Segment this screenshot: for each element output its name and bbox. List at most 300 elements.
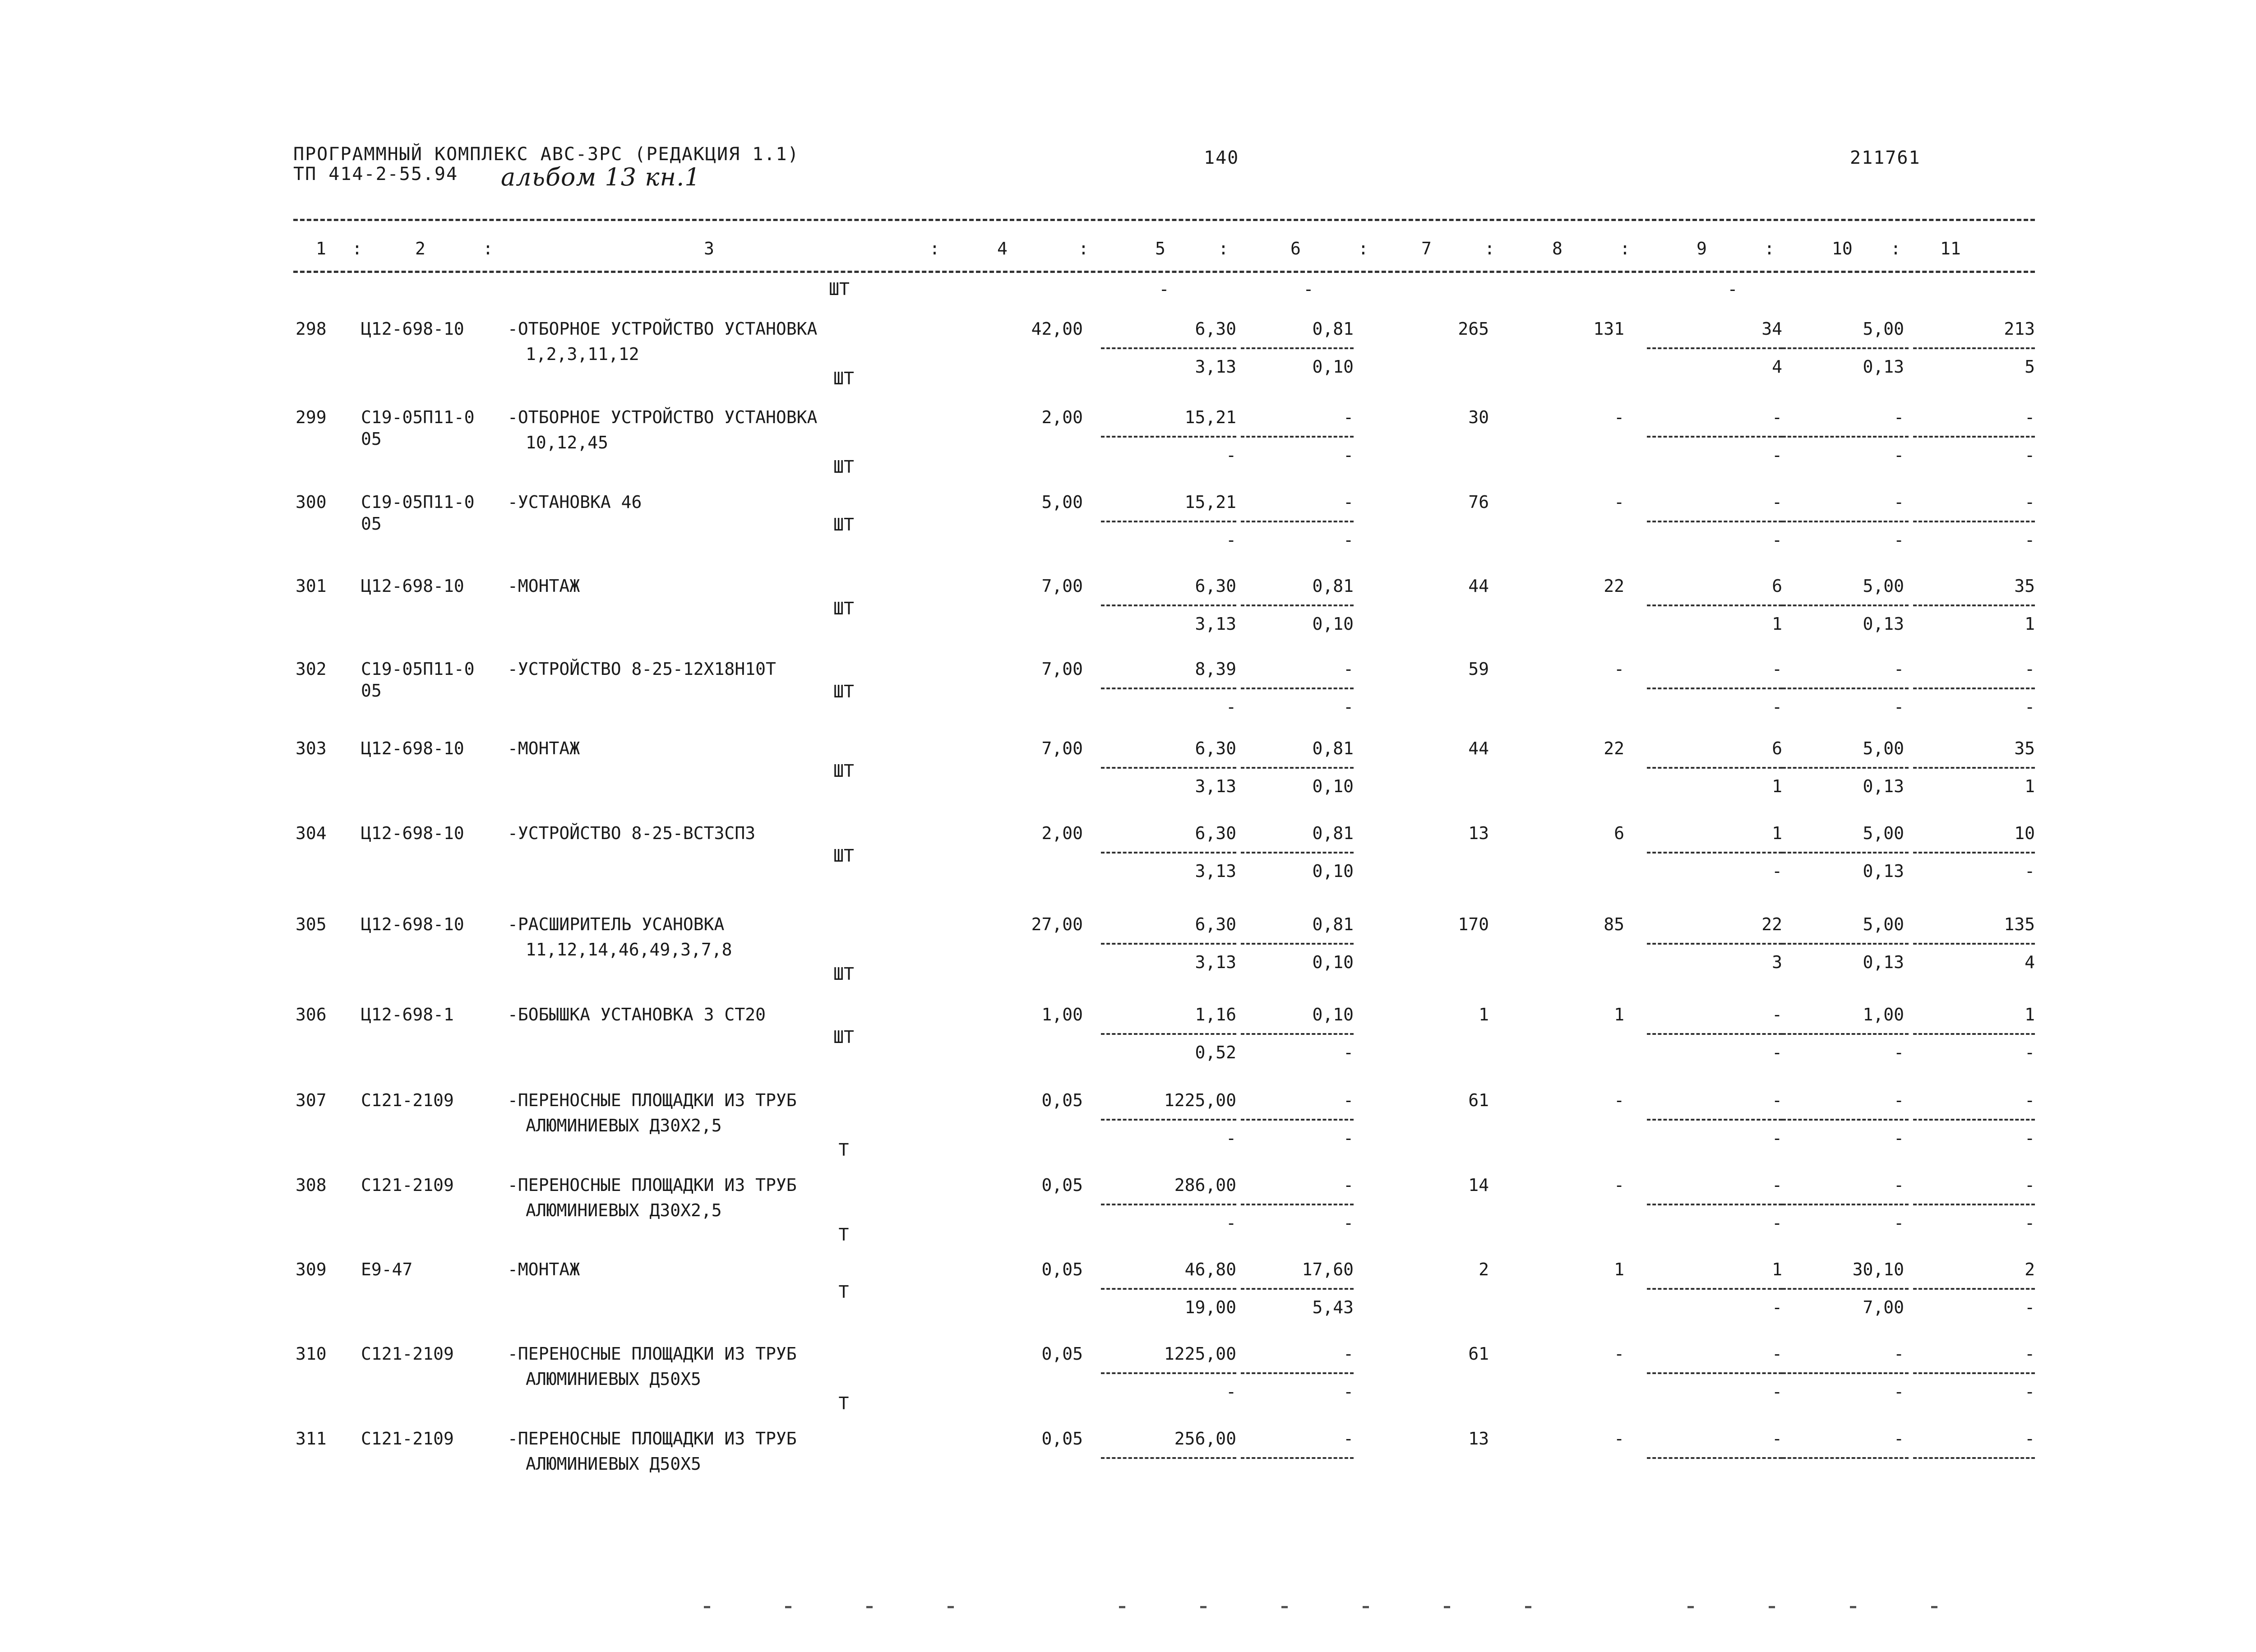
- value-divider: [1647, 436, 1782, 438]
- labor-per-unit: 5,00: [1863, 738, 1904, 758]
- value-divider: [1241, 436, 1354, 438]
- labor-per-unit: 5,00: [1863, 576, 1904, 596]
- total-cost: 1: [1479, 1005, 1489, 1024]
- work-name: -ПЕРЕНОСНЫЕ ПЛОЩАДКИ ИЗ ТРУБ: [508, 1344, 797, 1364]
- unit-cost-wages: -: [1226, 1382, 1236, 1402]
- quantity: 0,05: [1041, 1090, 1083, 1110]
- labor-amount-machinists: -: [2025, 1382, 2035, 1402]
- scan-mark: [1119, 1606, 1125, 1608]
- column-separator: :: [1358, 239, 1368, 258]
- total-cost: 170: [1458, 914, 1489, 934]
- scan-mark: [866, 1606, 873, 1608]
- quantity: 27,00: [1031, 914, 1083, 934]
- machine-cost-wages: 0,10: [1312, 776, 1354, 796]
- total-cost: 30: [1468, 407, 1489, 427]
- labor-machinists: -: [1772, 1297, 1782, 1317]
- value-divider: [1913, 688, 2035, 689]
- unit-of-measure: ШТ: [833, 761, 854, 781]
- work-name: -РАСШИРИТЕЛЬ УСАНОВКА: [508, 914, 725, 934]
- unit-cost: 8,39: [1195, 659, 1236, 679]
- unit-cost: 6,30: [1195, 319, 1236, 339]
- unit-cost: 1225,00: [1164, 1090, 1236, 1110]
- value-divider: [1647, 688, 1782, 689]
- scan-mark: [1687, 1606, 1694, 1608]
- unit-cost-wages: 3,13: [1195, 861, 1236, 881]
- labor-machinists: 1: [1772, 776, 1782, 796]
- carry-over-col5: -: [1159, 279, 1170, 299]
- norm-code: С19-05П11-0: [361, 407, 475, 427]
- labor-amount-machinists: -: [2025, 530, 2035, 550]
- value-divider: [1782, 767, 1909, 769]
- value-divider: [1241, 943, 1354, 945]
- value-divider: [1782, 1033, 1909, 1035]
- value-divider: [1101, 521, 1236, 522]
- scan-mark: [1363, 1606, 1369, 1608]
- quantity: 0,05: [1041, 1260, 1083, 1279]
- work-name-detail: 11,12,14,46,49,3,7,8: [526, 940, 732, 960]
- value-divider: [1782, 521, 1909, 522]
- unit-cost-wages: -: [1226, 1213, 1236, 1233]
- labor-amount: 2: [2025, 1260, 2035, 1279]
- value-divider: [1782, 347, 1909, 349]
- column-separator: :: [1078, 239, 1089, 258]
- labor-machinists: 1: [1772, 614, 1782, 634]
- machine-cost-wages: 0,10: [1312, 861, 1354, 881]
- labor-amount-machinists: -: [2025, 697, 2035, 717]
- value-divider: [1241, 767, 1354, 769]
- unit-cost-wages: -: [1226, 530, 1236, 550]
- column-separator: :: [1620, 239, 1630, 258]
- total-cost: 61: [1468, 1090, 1489, 1110]
- row-number: 299: [296, 407, 327, 427]
- labor-per-unit: -: [1894, 1344, 1904, 1364]
- value-divider: [1647, 347, 1782, 349]
- norm-code-suffix: 05: [361, 429, 382, 449]
- labor-amount: 1: [2025, 1005, 2035, 1024]
- labor-machinists: -: [1772, 445, 1782, 465]
- total-wages: 85: [1604, 914, 1624, 934]
- labor-per-unit: 5,00: [1863, 823, 1904, 843]
- total-wages: -: [1614, 1344, 1624, 1364]
- work-name: -МОНТАЖ: [508, 1260, 580, 1279]
- norm-code-suffix: 05: [361, 681, 382, 701]
- total-wages: -: [1614, 659, 1624, 679]
- value-divider: [1782, 1119, 1909, 1121]
- total-cost: 13: [1468, 1429, 1489, 1449]
- unit-cost-wages: 3,13: [1195, 357, 1236, 377]
- work-name-detail: АЛЮМИНИЕВЫХ Д30Х2,5: [526, 1116, 722, 1135]
- row-number: 309: [296, 1260, 327, 1279]
- unit-cost-wages: -: [1226, 445, 1236, 465]
- labor-total: -: [1772, 659, 1782, 679]
- value-divider: [1913, 1204, 2035, 1205]
- labor-per-unit-machinists: -: [1894, 1043, 1904, 1062]
- unit-of-measure: Т: [838, 1225, 849, 1245]
- unit-cost: 15,21: [1184, 492, 1236, 512]
- total-wages: 6: [1614, 823, 1624, 843]
- value-divider: [1647, 1372, 1782, 1374]
- value-divider: [1101, 1033, 1236, 1035]
- labor-per-unit: -: [1894, 1429, 1904, 1449]
- carry-over-col6: -: [1303, 279, 1314, 299]
- norm-code: С121-2109: [361, 1429, 454, 1449]
- labor-per-unit-machinists: -: [1894, 1213, 1904, 1233]
- value-divider: [1647, 852, 1782, 854]
- norm-code: С121-2109: [361, 1090, 454, 1110]
- labor-total: 34: [1761, 319, 1782, 339]
- machine-cost-wages: 0,10: [1312, 614, 1354, 634]
- column-label-10: 10: [1832, 239, 1853, 258]
- scan-mark: [1525, 1606, 1531, 1608]
- labor-amount-machinists: 1: [2025, 614, 2035, 634]
- total-wages: -: [1614, 492, 1624, 512]
- value-divider: [1647, 521, 1782, 522]
- value-divider: [1913, 521, 2035, 522]
- quantity: 7,00: [1041, 659, 1083, 679]
- labor-machinists: 4: [1772, 357, 1782, 377]
- scan-mark: [1769, 1606, 1775, 1608]
- unit-cost-wages: 3,13: [1195, 776, 1236, 796]
- unit-of-measure: ШТ: [833, 846, 854, 866]
- quantity: 5,00: [1041, 492, 1083, 512]
- document-code: 211761: [1850, 148, 1921, 168]
- value-divider: [1913, 1033, 2035, 1035]
- column-separator: :: [1891, 239, 1901, 258]
- value-divider: [1101, 436, 1236, 438]
- total-cost: 76: [1468, 492, 1489, 512]
- value-divider: [1241, 1119, 1354, 1121]
- unit-of-measure: Т: [838, 1394, 849, 1413]
- value-divider: [1647, 1288, 1782, 1290]
- labor-amount-machinists: 1: [2025, 776, 2035, 796]
- machine-cost: -: [1343, 492, 1354, 512]
- work-name: -БОБЫШКА УСТАНОВКА 3 СТ20: [508, 1005, 766, 1024]
- norm-code: Ц12-698-10: [361, 914, 464, 934]
- unit-cost: 46,80: [1184, 1260, 1236, 1279]
- column-label-7: 7: [1421, 239, 1432, 258]
- column-label-6: 6: [1290, 239, 1301, 258]
- labor-total: 6: [1772, 576, 1782, 596]
- column-separator: :: [483, 239, 493, 258]
- labor-per-unit: 5,00: [1863, 319, 1904, 339]
- work-name: -УСТРОЙСТВО 8-25-12Х18Н10Т: [508, 659, 776, 679]
- labor-amount: 10: [2014, 823, 2035, 843]
- unit-of-measure: ШТ: [833, 369, 854, 388]
- value-divider: [1241, 1372, 1354, 1374]
- labor-amount-machinists: -: [2025, 1128, 2035, 1148]
- row-number: 305: [296, 914, 327, 934]
- scan-mark: [1281, 1606, 1288, 1608]
- labor-amount: -: [2025, 492, 2035, 512]
- labor-amount: 35: [2014, 738, 2035, 758]
- labor-total: 6: [1772, 738, 1782, 758]
- row-number: 311: [296, 1429, 327, 1449]
- machine-cost: 0,81: [1312, 738, 1354, 758]
- unit-of-measure: Т: [838, 1140, 849, 1160]
- carry-over-col9: -: [1727, 279, 1738, 299]
- labor-amount-machinists: 4: [2025, 952, 2035, 972]
- labor-per-unit-machinists: 0,13: [1863, 614, 1904, 634]
- column-label-4: 4: [997, 239, 1008, 258]
- column-label-3: 3: [704, 239, 714, 258]
- value-divider: [1241, 1033, 1354, 1035]
- machine-cost: -: [1343, 1344, 1354, 1364]
- unit-of-measure: ШТ: [833, 1027, 854, 1047]
- unit-cost-wages: 3,13: [1195, 952, 1236, 972]
- labor-per-unit-machinists: -: [1894, 530, 1904, 550]
- page-number: 140: [1204, 148, 1239, 168]
- labor-amount-machinists: 5: [2025, 357, 2035, 377]
- value-divider: [1782, 852, 1909, 854]
- work-name-detail: АЛЮМИНИЕВЫХ Д50Х5: [526, 1369, 701, 1389]
- project-code: ТП 414-2-55.94: [293, 164, 458, 185]
- value-divider: [1101, 1372, 1236, 1374]
- value-divider: [1101, 605, 1236, 606]
- value-divider: [1913, 1288, 2035, 1290]
- machine-cost: -: [1343, 1175, 1354, 1195]
- row-number: 301: [296, 576, 327, 596]
- labor-per-unit-machinists: 0,13: [1863, 952, 1904, 972]
- value-divider: [1782, 1204, 1909, 1205]
- labor-amount-machinists: -: [2025, 445, 2035, 465]
- machine-cost: 0,81: [1312, 576, 1354, 596]
- value-divider: [1647, 1204, 1782, 1205]
- value-divider: [1241, 688, 1354, 689]
- labor-total: -: [1772, 1344, 1782, 1364]
- value-divider: [1913, 852, 2035, 854]
- norm-code: Ц12-698-10: [361, 319, 464, 339]
- labor-amount-machinists: -: [2025, 1043, 2035, 1062]
- value-divider: [1241, 1204, 1354, 1205]
- row-number: 303: [296, 738, 327, 758]
- labor-total: -: [1772, 1005, 1782, 1024]
- machine-cost: 0,81: [1312, 319, 1354, 339]
- unit-cost-wages: 19,00: [1184, 1297, 1236, 1317]
- labor-amount: -: [2025, 1090, 2035, 1110]
- total-wages: -: [1614, 1090, 1624, 1110]
- work-name-detail: 1,2,3,11,12: [526, 344, 639, 364]
- unit-cost-wages: -: [1226, 1128, 1236, 1148]
- labor-per-unit-machinists: 0,13: [1863, 357, 1904, 377]
- labor-amount: -: [2025, 1175, 2035, 1195]
- labor-total: 1: [1772, 1260, 1782, 1279]
- machine-cost: 0,81: [1312, 914, 1354, 934]
- machine-cost: -: [1343, 407, 1354, 427]
- unit-of-measure: ШТ: [833, 515, 854, 535]
- norm-code: Ц12-698-1: [361, 1005, 454, 1024]
- unit-cost: 6,30: [1195, 738, 1236, 758]
- total-cost: 61: [1468, 1344, 1489, 1364]
- labor-per-unit-machinists: -: [1894, 445, 1904, 465]
- labor-per-unit: 1,00: [1863, 1005, 1904, 1024]
- value-divider: [1782, 1457, 1909, 1459]
- scan-mark: [785, 1606, 791, 1608]
- norm-code: С19-05П11-0: [361, 659, 475, 679]
- value-divider: [1782, 436, 1909, 438]
- labor-total: 1: [1772, 823, 1782, 843]
- unit-cost: 1,16: [1195, 1005, 1236, 1024]
- value-divider: [1101, 1288, 1236, 1290]
- total-wages: -: [1614, 407, 1624, 427]
- total-wages: 1: [1614, 1260, 1624, 1279]
- carry-over-unit: ШТ: [829, 279, 850, 299]
- column-separator: :: [1218, 239, 1229, 258]
- labor-per-unit-machinists: -: [1894, 1128, 1904, 1148]
- labor-amount: 135: [2004, 914, 2035, 934]
- row-number: 298: [296, 319, 327, 339]
- machine-cost: -: [1343, 1429, 1354, 1449]
- column-label-9: 9: [1697, 239, 1707, 258]
- machine-cost: 0,81: [1312, 823, 1354, 843]
- machine-cost-wages: -: [1343, 1128, 1354, 1148]
- work-name: -ОТБОРНОЕ УСТРОЙСТВО УСТАНОВКА: [508, 407, 818, 427]
- labor-machinists: -: [1772, 861, 1782, 881]
- column-separator: :: [352, 239, 362, 258]
- scan-mark: [1931, 1606, 1937, 1608]
- row-number: 310: [296, 1344, 327, 1364]
- value-divider: [1647, 1119, 1782, 1121]
- value-divider: [1241, 852, 1354, 854]
- norm-code: Ц12-698-10: [361, 823, 464, 843]
- value-divider: [1782, 605, 1909, 606]
- unit-cost: 286,00: [1174, 1175, 1236, 1195]
- total-cost: 44: [1468, 738, 1489, 758]
- value-divider: [1101, 347, 1236, 349]
- machine-cost-wages: 0,10: [1312, 357, 1354, 377]
- labor-per-unit: -: [1894, 1175, 1904, 1195]
- machine-cost-wages: -: [1343, 445, 1354, 465]
- unit-cost: 6,30: [1195, 914, 1236, 934]
- labor-per-unit-machinists: -: [1894, 1382, 1904, 1402]
- machine-cost-wages: -: [1343, 1043, 1354, 1062]
- quantity: 7,00: [1041, 576, 1083, 596]
- labor-machinists: -: [1772, 530, 1782, 550]
- labor-per-unit: 30,10: [1852, 1260, 1904, 1279]
- work-name-detail: 10,12,45: [526, 433, 609, 452]
- column-label-8: 8: [1552, 239, 1563, 258]
- labor-amount-machinists: -: [2025, 1297, 2035, 1317]
- unit-cost: 6,30: [1195, 823, 1236, 843]
- value-divider: [1782, 1372, 1909, 1374]
- machine-cost: -: [1343, 1090, 1354, 1110]
- value-divider: [1101, 688, 1236, 689]
- labor-per-unit-machinists: -: [1894, 697, 1904, 717]
- labor-machinists: -: [1772, 1382, 1782, 1402]
- labor-total: -: [1772, 1090, 1782, 1110]
- total-cost: 265: [1458, 319, 1489, 339]
- unit-cost: 256,00: [1174, 1429, 1236, 1449]
- labor-per-unit: -: [1894, 492, 1904, 512]
- value-divider: [1782, 943, 1909, 945]
- value-divider: [1913, 347, 2035, 349]
- work-name: -ПЕРЕНОСНЫЕ ПЛОЩАДКИ ИЗ ТРУБ: [508, 1090, 797, 1110]
- labor-machinists: -: [1772, 1213, 1782, 1233]
- quantity: 7,00: [1041, 738, 1083, 758]
- value-divider: [1241, 605, 1354, 606]
- labor-per-unit: 5,00: [1863, 914, 1904, 934]
- value-divider: [1782, 688, 1909, 689]
- value-divider: [1241, 1457, 1354, 1459]
- value-divider: [1647, 1033, 1782, 1035]
- total-wages: 22: [1604, 576, 1624, 596]
- value-divider: [1913, 1457, 2035, 1459]
- machine-cost: 0,10: [1312, 1005, 1354, 1024]
- value-divider: [1913, 605, 2035, 606]
- value-divider: [1101, 767, 1236, 769]
- labor-per-unit-machinists: 0,13: [1863, 861, 1904, 881]
- scan-mark: [948, 1606, 954, 1608]
- column-label-1: 1: [316, 239, 326, 258]
- labor-amount: 213: [2004, 319, 2035, 339]
- work-name: -МОНТАЖ: [508, 738, 580, 758]
- value-divider: [1647, 605, 1782, 606]
- work-name-detail: АЛЮМИНИЕВЫХ Д30Х2,5: [526, 1200, 722, 1220]
- machine-cost: -: [1343, 659, 1354, 679]
- unit-cost: 15,21: [1184, 407, 1236, 427]
- norm-code-suffix: 05: [361, 514, 382, 534]
- machine-cost-wages: 5,43: [1312, 1297, 1354, 1317]
- value-divider: [1913, 1119, 2035, 1121]
- labor-amount-machinists: -: [2025, 861, 2035, 881]
- work-name: -ПЕРЕНОСНЫЕ ПЛОЩАДКИ ИЗ ТРУБ: [508, 1429, 797, 1449]
- row-number: 306: [296, 1005, 327, 1024]
- total-wages: 1: [1614, 1005, 1624, 1024]
- value-divider: [1101, 1119, 1236, 1121]
- quantity: 2,00: [1041, 407, 1083, 427]
- labor-machinists: -: [1772, 697, 1782, 717]
- unit-cost-wages: -: [1226, 697, 1236, 717]
- labor-total: -: [1772, 1429, 1782, 1449]
- labor-amount: -: [2025, 1344, 2035, 1364]
- value-divider: [1647, 1457, 1782, 1459]
- unit-of-measure: Т: [838, 1282, 849, 1302]
- value-divider: [1913, 1372, 2035, 1374]
- labor-per-unit-machinists: 0,13: [1863, 776, 1904, 796]
- column-label-11: 11: [1940, 239, 1961, 258]
- scan-mark: [1200, 1606, 1207, 1608]
- labor-amount-machinists: -: [2025, 1213, 2035, 1233]
- labor-per-unit: -: [1894, 659, 1904, 679]
- quantity: 0,05: [1041, 1429, 1083, 1449]
- total-wages: -: [1614, 1175, 1624, 1195]
- unit-of-measure: ШТ: [833, 964, 854, 984]
- unit-cost-wages: 3,13: [1195, 614, 1236, 634]
- row-number: 302: [296, 659, 327, 679]
- unit-cost-wages: 0,52: [1195, 1043, 1236, 1062]
- value-divider: [1241, 347, 1354, 349]
- column-separator: :: [929, 239, 940, 258]
- work-name: -УСТАНОВКА 46: [508, 492, 642, 512]
- value-divider: [1101, 1457, 1236, 1459]
- machine-cost-wages: 0,10: [1312, 952, 1354, 972]
- row-number: 307: [296, 1090, 327, 1110]
- value-divider: [1782, 1288, 1909, 1290]
- machine-cost-wages: -: [1343, 530, 1354, 550]
- norm-code: С121-2109: [361, 1344, 454, 1364]
- total-cost: 59: [1468, 659, 1489, 679]
- total-cost: 2: [1479, 1260, 1489, 1279]
- value-divider: [1101, 852, 1236, 854]
- machine-cost-wages: -: [1343, 697, 1354, 717]
- norm-code: Е9-47: [361, 1260, 413, 1279]
- value-divider: [1913, 436, 2035, 438]
- unit-of-measure: ШТ: [833, 457, 854, 477]
- unit-of-measure: ШТ: [833, 682, 854, 701]
- work-name: -ОТБОРНОЕ УСТРОЙСТВО УСТАНОВКА: [508, 319, 818, 339]
- column-separator: :: [1484, 239, 1495, 258]
- labor-total: -: [1772, 407, 1782, 427]
- scan-mark: [704, 1606, 710, 1608]
